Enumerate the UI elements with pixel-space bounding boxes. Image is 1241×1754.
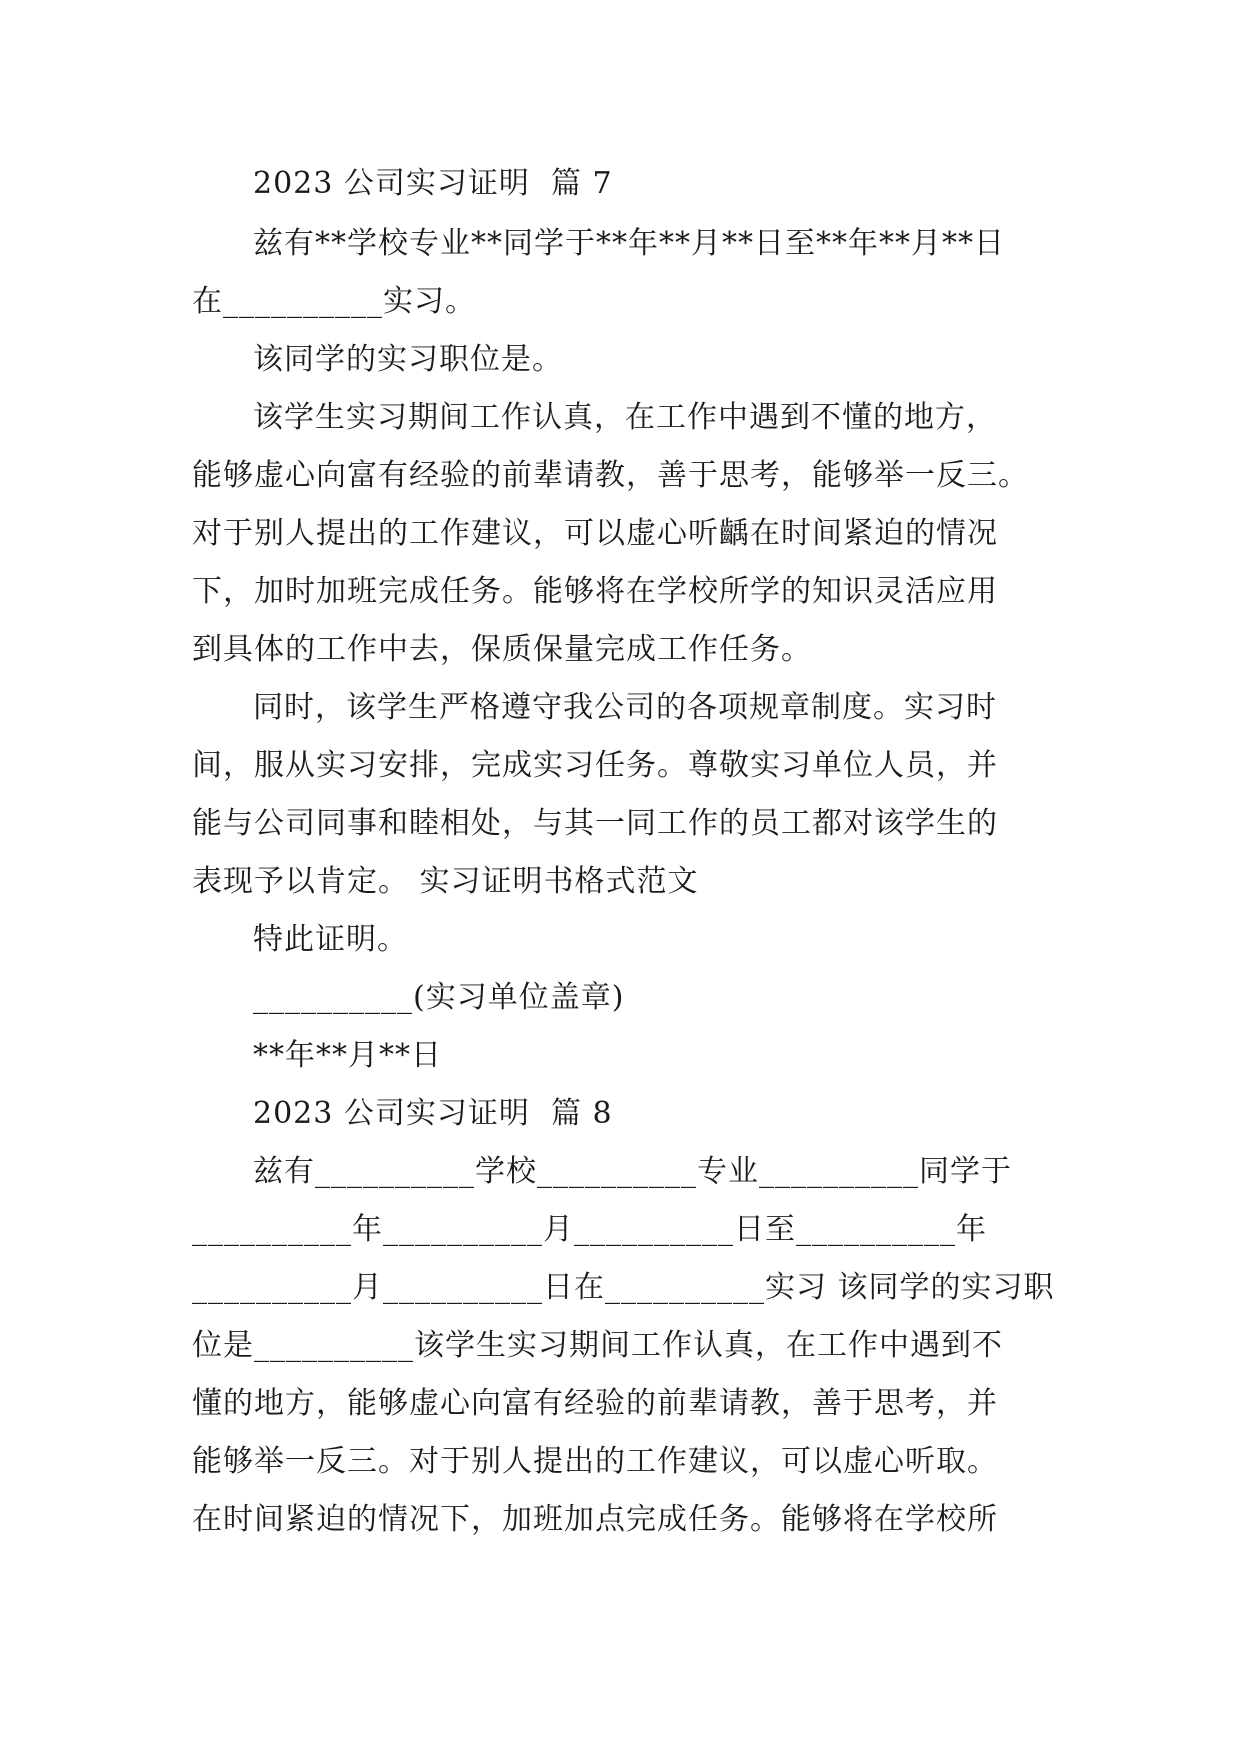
- paragraph-line: 该同学的实习职位是。: [253, 342, 563, 377]
- closing-line: 特此证明。: [253, 922, 408, 957]
- paragraph-line: 在时间紧迫的情况下，加班加点完成任务。能够将在学校所: [192, 1502, 998, 1537]
- paragraph-line: __________年__________月__________日至__________年: [192, 1212, 987, 1247]
- section-heading-8: 2023 公司实习证明 篇 8: [253, 1096, 613, 1131]
- paragraph-line: 懂的地方，能够虚心向富有经验的前辈请教，善于思考，并: [192, 1386, 998, 1421]
- paragraph-line: __________月__________日在__________实习 该同学的实习职: [192, 1270, 1055, 1305]
- paragraph-line: 能与公司同事和睦相处，与其一同工作的员工都对该学生的: [192, 806, 998, 841]
- paragraph-line: 表现予以肯定。 实习证明书格式范文: [192, 864, 699, 899]
- paragraph-line: 对于别人提出的工作建议，可以虚心听齲在时间紧迫的情况: [192, 516, 998, 551]
- date-line: **年**月**日: [253, 1038, 442, 1073]
- paragraph-line: 位是__________该学生实习期间工作认真，在工作中遇到不: [192, 1328, 1003, 1363]
- paragraph-line: 兹有**学校专业**同学于**年**月**日至**年**月**日: [253, 226, 1005, 261]
- paragraph-line: 兹有__________学校__________专业__________同学于: [253, 1154, 1012, 1189]
- paragraph-line: 能够虚心向富有经验的前辈请教，善于思考，能够举一反三。: [192, 458, 1029, 493]
- paragraph-line: 到具体的工作中去，保质保量完成工作任务。: [192, 632, 812, 667]
- paragraph-line: 该学生实习期间工作认真，在工作中遇到不懂的地方，: [253, 400, 997, 435]
- paragraph-line: 同时，该学生严格遵守我公司的各项规章制度。实习时: [253, 690, 997, 725]
- section-heading-7: 2023 公司实习证明 篇 7: [253, 166, 613, 201]
- paragraph-line: 下，加时加班完成任务。能够将在学校所学的知识灵活应用: [192, 574, 998, 609]
- seal-line: __________(实习单位盖章): [253, 980, 625, 1015]
- paragraph-line: 在__________实习。: [192, 284, 476, 319]
- paragraph-line: 间，服从实习安排，完成实习任务。尊敬实习单位人员，并: [192, 748, 998, 783]
- paragraph-line: 能够举一反三。对于别人提出的工作建议，可以虚心听取。: [192, 1444, 998, 1479]
